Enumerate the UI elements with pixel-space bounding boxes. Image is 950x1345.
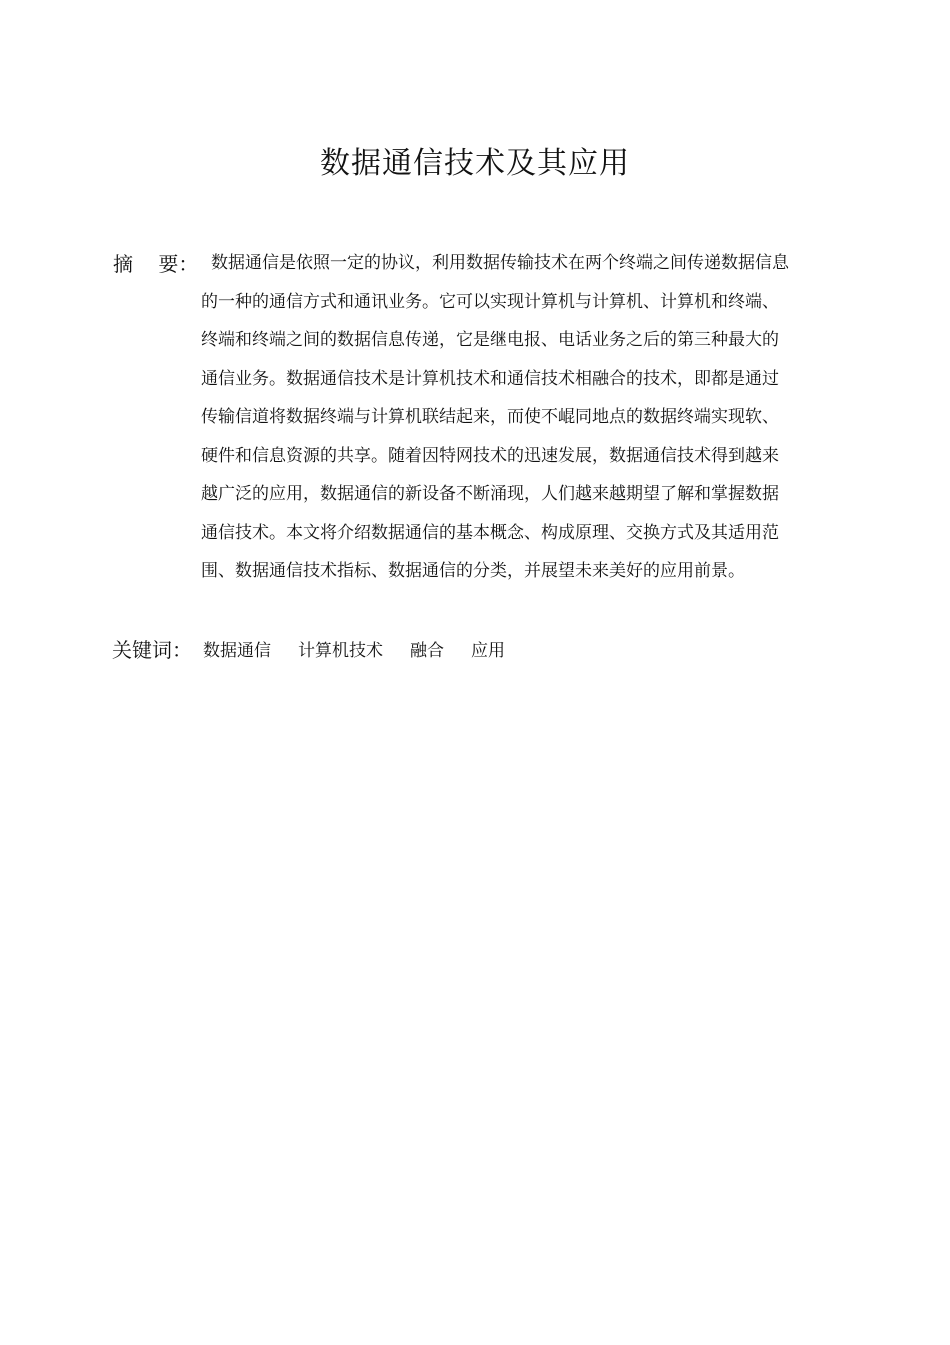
keyword-item: 数据通信	[203, 641, 271, 661]
keywords-label: 关键词：	[112, 638, 192, 662]
abstract-label: 摘 要：	[113, 252, 199, 276]
abstract-line: 终端和终端之间的数据信息传递，它是继电报、电话业务之后的第三种最大的	[201, 330, 779, 350]
abstract-line: 越广泛的应用，数据通信的新设备不断涌现，人们越来越期望了解和掌握数据	[201, 484, 779, 504]
abstract-line: 围、数据通信技术指标、数据通信的分类，并展望未来美好的应用前景。	[201, 561, 745, 581]
abstract-line: 数据通信是依照一定的协议，利用数据传输技术在两个终端之间传递数据信息	[211, 253, 789, 273]
abstract-line: 的一种的通信方式和通讯业务。它可以实现计算机与计算机、计算机和终端、	[201, 291, 779, 312]
abstract-line: 传输信道将数据终端与计算机联结起来，而使不崐同地点的数据终端实现软、	[201, 407, 779, 427]
abstract-line: 通信技术。本文将介绍数据通信的基本概念、构成原理、交换方式及其适用范	[201, 522, 779, 543]
abstract-line: 通信业务。数据通信技术是计算机技术和通信技术相融合的技术，即都是通过	[201, 368, 779, 389]
keyword-item: 融合	[410, 641, 444, 661]
keyword-item: 应用	[471, 641, 505, 661]
keyword-item: 计算机技术	[298, 641, 383, 661]
keywords-list	[203, 639, 505, 663]
document-title: 数据通信技术及其应用	[320, 146, 630, 181]
abstract-line: 硬件和信息资源的共享。随着因特网技术的迅速发展，数据通信技术得到越来	[201, 445, 779, 466]
abstract-body	[201, 244, 823, 591]
